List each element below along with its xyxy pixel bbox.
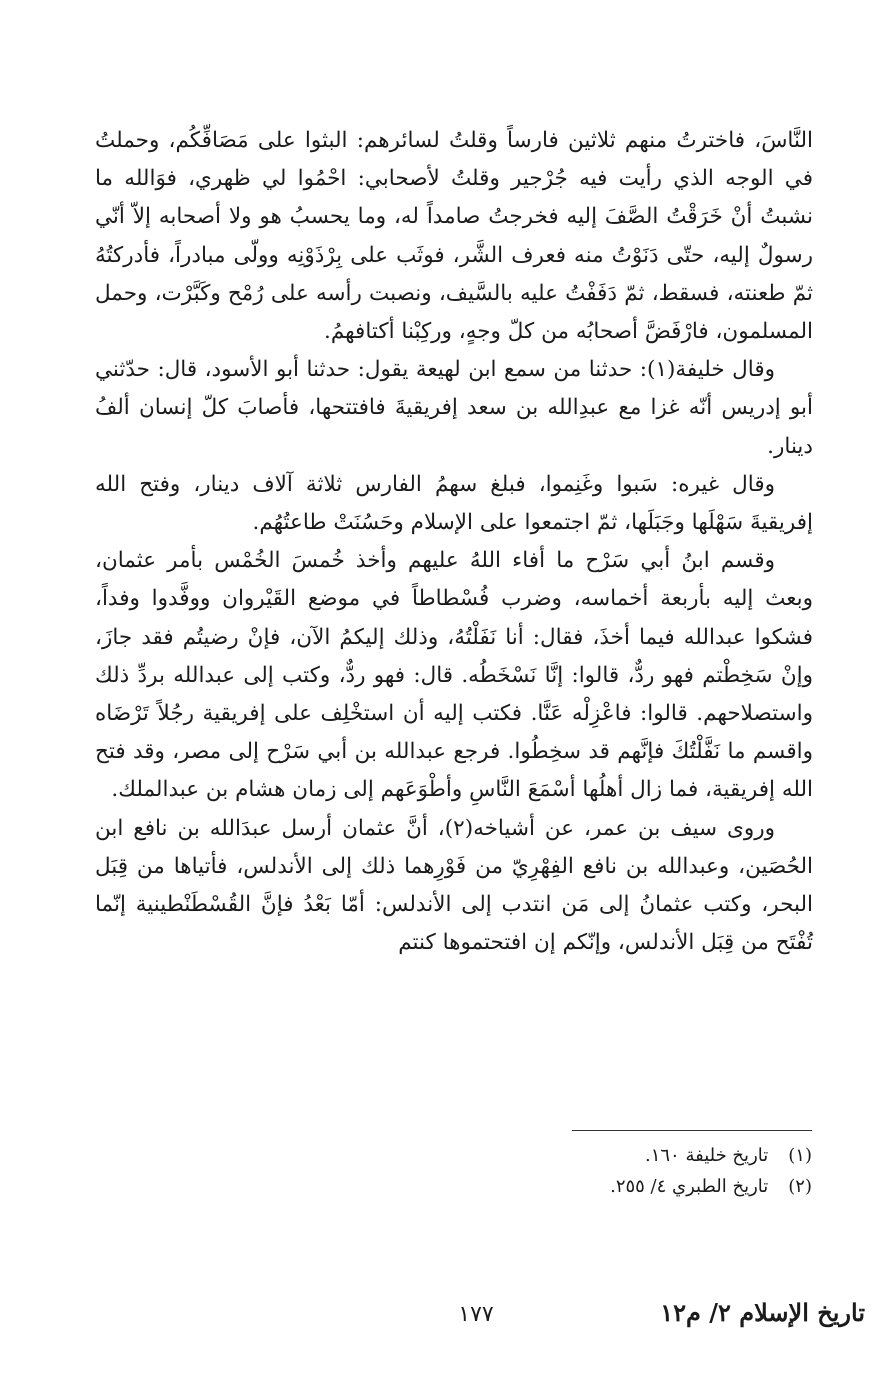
footnote-number: (٢)	[788, 1176, 812, 1197]
page-number: ١٧٧	[458, 1302, 494, 1327]
footnote-text: تاريخ خليفة ١٦٠.	[644, 1145, 769, 1166]
printer-signature: تاريخ الإسلام ٢/ م١٢	[660, 1298, 865, 1327]
paragraph-khalifa: وقال خليفة(١): حدثنا من سمع ابن لهيعة يقول: حدثنا أبو الأسود، قال: حدّثني أبو إدريس أنّه غزا مع عبدِالله بن سعد إفريقيةَ فافتتحها، فأصابَ كلّ إنسان ألفُ دينار.	[95, 357, 813, 459]
footnote-text: تاريخ الطبري ٤/ ٢٥٥.	[610, 1176, 769, 1197]
footnote-item	[300, 1140, 812, 1171]
footnotes	[300, 1140, 812, 1202]
footnote-number: (١)	[788, 1145, 812, 1166]
footnote-item	[300, 1171, 812, 1202]
paragraph-other-report: وقال غيره: سَبوا وغَنِموا، فبلغ سهمُ الفارس ثلاثة آلاف دينار، وفتح الله إفريقيةَ سَهْلَها وجَبَلَها، ثمّ اجتمعوا على الإسلام وحَسُنَتْ طاعتُهُم.	[95, 471, 813, 536]
main-text	[95, 122, 813, 962]
paragraph-continuation: النَّاسَ، فاخترتُ منهم ثلاثين فارساً وقلتُ لسائرهم: البثوا على مَصَافِّكُم، وحملتُ في الوجه الذي رأيت فيه جُرْجير وقلتُ لأصحابي: احْمُوا لي ظهري، فوَالله ما نشبتُ أنْ خَرَقْتُ الصَّفَ إليه فخرجتُ صامداً له، وما يحسبُ هو ولا أصحابه إلاّ أنّي رسولٌ إليه، حتّى دَنَوْتُ منه فعرف الشَّر، فوثَب على بِرْذَوْنِه وولّى مبادراً، فأدركتُهُ ثمّ طعنته، فسقط، ثمّ دَفَفْتُ عليه بالسَّيف، ونصبت رأسه على رُمْح وكَبَّرْت، وحمل المسلمون، فارْفَضَّ أصحابُه من كلّ وجهٍ، وركِبْنا أكتافهمُ.	[95, 128, 813, 345]
paragraph-sayf-narration: وروى سيف بن عمر، عن أشياخه(٢)، أنَّ عثمان أرسل عبدَالله بن نافع ابن الحُصَين، وعبدالله بن نافع الفِهْرِيّ من فَوْرِهما ذلك إلى الأندلس، فأتياها من قِبَل البحر، وكتب عثمانُ إلى مَن انتدب إلى الأندلس: أمّا بَعْدُ فإنَّ القُسْطَنْطينية إنّما تُفْتَح من قِبَل الأندلس، وإنّكم إن افتحتموها كنتم	[95, 815, 813, 956]
footnote-divider	[572, 1130, 812, 1131]
paragraph-division-of-spoils: وقسم ابنُ أبي سَرْح ما أفاء اللهُ عليهم وأخذ خُمسَ الخُمْس بأمر عثمان، وبعث إليه بأربعة أخماسه، وضرب فُسْطاطاً في موضع القَيْروان ووفَّدوا وفداً، فشكوا عبدالله فيما أخذَ، فقال: أنا نَفَلْتُهُ، وذلك إليكمُ الآن، فإنْ رضيتُم فقد جازَ، وإنْ سَخِطْتم فهو ردٌّ، قالوا: إنَّا نَسْخَطُه. قال: فهو ردٌّ، وكتب إلى عبدالله بردِّ ذلك واستصلاحهم. قالوا: فاعْزِلْه عَنَّا. فكتب إليه أن استخْلِف على إفريقية رجُلاً تَرْضَاه واقسم ما نَفَّلْتُكَ فإنَّهم قد سخِطُوا. فرجع عبدالله بن أبي سَرْح إلى مصر، وقد فتح الله إفريقية، فما زال أهلُها أسْمَعَ النَّاسِ وأطْوَعَهم إلى زمان هشام بن عبدالملك.	[95, 548, 813, 803]
